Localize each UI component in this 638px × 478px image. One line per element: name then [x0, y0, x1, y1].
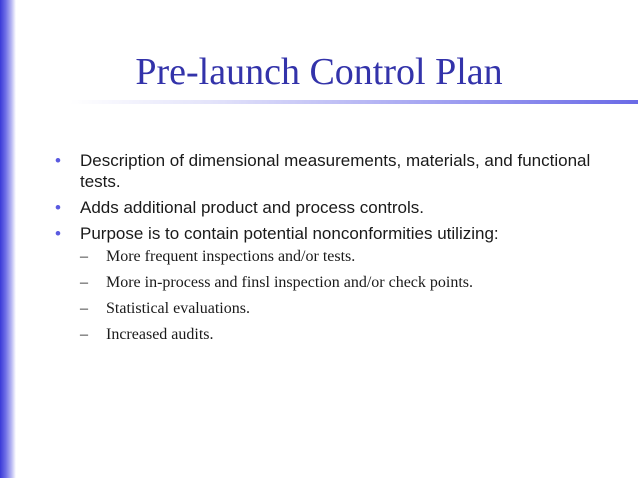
bullet-item: [55, 197, 615, 218]
bullet-icon: •: [55, 224, 61, 243]
bullet-text: Adds additional product and process controls.: [80, 198, 424, 217]
dash-icon: –: [80, 300, 88, 317]
bullet-icon: •: [55, 151, 61, 170]
bullet-item: [55, 150, 615, 192]
sub-bullet-item: [80, 247, 615, 267]
bullet-list: [55, 150, 615, 351]
sub-bullet-list: [80, 247, 615, 345]
sub-bullet-text: More frequent inspections and/or tests.: [106, 248, 356, 265]
sub-bullet-text: More in-process and finsl inspection and/or check points.: [106, 274, 474, 291]
title-underline-rule: [70, 100, 638, 104]
sub-bullet-text: Statistical evaluations.: [106, 300, 250, 317]
dash-icon: –: [80, 326, 88, 343]
slide-title: Pre-launch Control Plan: [135, 51, 503, 93]
bullet-text: Description of dimensional measurements, materials, and functional tests.: [80, 151, 591, 191]
sub-bullet-item: [80, 325, 615, 345]
sub-bullet-text: Increased audits.: [106, 326, 214, 343]
sub-bullet-item: [80, 299, 615, 319]
dash-icon: –: [80, 248, 88, 265]
bullet-item: [55, 223, 615, 345]
bullet-icon: •: [55, 198, 61, 217]
sub-bullet-item: [80, 273, 615, 293]
dash-icon: –: [80, 274, 88, 291]
bullet-text: Purpose is to contain potential nonconformities utilizing:: [80, 224, 499, 243]
